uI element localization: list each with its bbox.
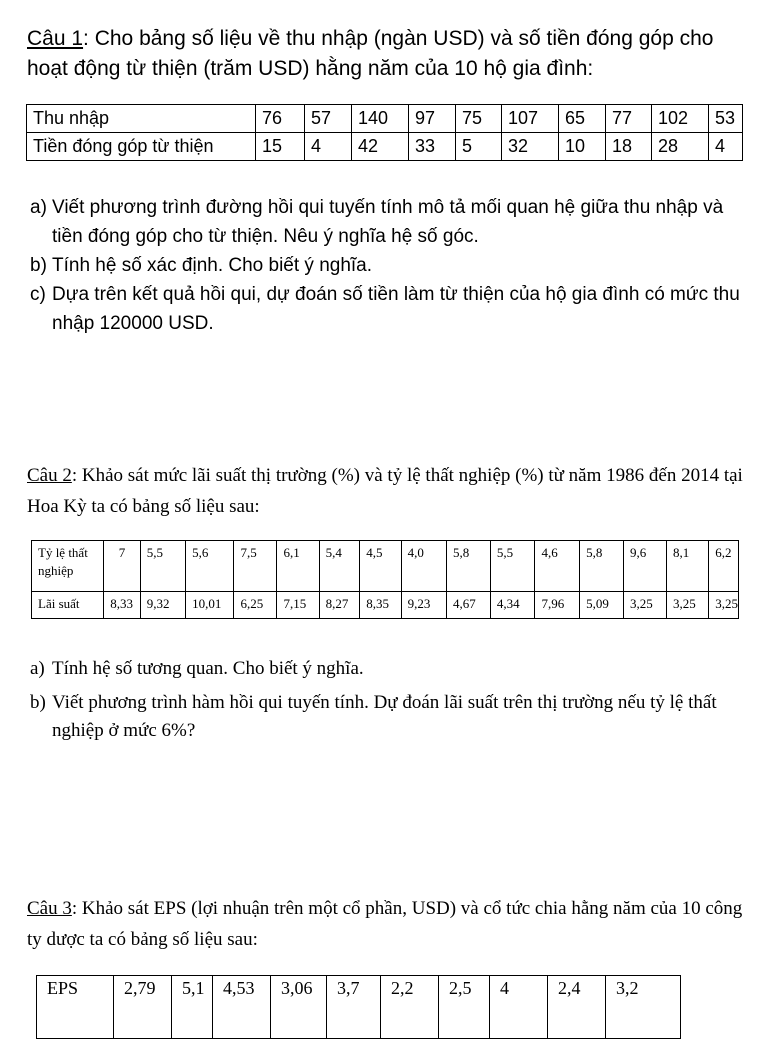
table-cell: 10,01 — [186, 592, 234, 619]
table-cell: 42 — [352, 133, 409, 161]
table-cell: 8,35 — [360, 592, 401, 619]
table-row — [27, 133, 743, 161]
table-cell: 3,2 — [606, 976, 681, 1039]
table-cell: 2,79 — [114, 976, 172, 1039]
item-marker: c) — [30, 284, 46, 305]
table-cell: 5,6 — [186, 541, 234, 592]
table-cell: 57 — [305, 105, 352, 133]
list-item — [30, 193, 742, 251]
table-cell: 9,23 — [401, 592, 446, 619]
q1-question-list — [30, 193, 742, 338]
item-marker: b) — [30, 692, 46, 713]
table-cell: 4,53 — [213, 976, 271, 1039]
table-cell: 7,5 — [234, 541, 277, 592]
q1-label: Câu 1 — [27, 27, 84, 50]
table-cell: 140 — [352, 105, 409, 133]
item-text: Tính hệ số tương quan. Cho biết ý nghĩa. — [52, 658, 364, 679]
table-cell: 18 — [606, 133, 652, 161]
row-label: EPS — [37, 976, 114, 1039]
list-item — [30, 655, 742, 683]
q2-label: Câu 2 — [27, 465, 72, 486]
table-cell: 5,4 — [319, 541, 360, 592]
table-cell: 5 — [456, 133, 502, 161]
table-cell: 7,15 — [277, 592, 319, 619]
table-cell: 53 — [709, 105, 743, 133]
table-row — [32, 541, 739, 592]
table-row — [27, 105, 743, 133]
q2-question-list — [30, 655, 742, 751]
q1-intro — [27, 24, 743, 84]
table-cell: 3,25 — [709, 592, 739, 619]
table-cell: 102 — [652, 105, 709, 133]
table-cell: 3,25 — [623, 592, 666, 619]
list-item — [30, 251, 742, 280]
list-item — [30, 689, 742, 745]
table-cell: 33 — [409, 133, 456, 161]
q3-label: Câu 3 — [27, 898, 72, 919]
item-text: Viết phương trình đường hồi qui tuyến tính mô tả mối quan hệ giữa thu nhập và tiền đóng góp cho từ thiện. Nêu ý nghĩa hệ số góc. — [52, 197, 724, 247]
table-cell: 15 — [256, 133, 305, 161]
table-cell: 7 — [104, 541, 140, 592]
item-marker: a) — [30, 658, 45, 679]
q3-table — [36, 975, 681, 1039]
table-cell: 6,2 — [709, 541, 739, 592]
table-cell: 8,1 — [666, 541, 708, 592]
table-cell: 75 — [456, 105, 502, 133]
q3-intro — [27, 893, 743, 955]
table-cell: 4 — [305, 133, 352, 161]
table-cell: 2,5 — [439, 976, 490, 1039]
item-marker: b) — [30, 255, 47, 276]
table-cell: 4,0 — [401, 541, 446, 592]
table-row — [32, 592, 739, 619]
table-cell: 4,34 — [490, 592, 535, 619]
row-label: Lãi suất — [32, 592, 104, 619]
table-cell: 4,6 — [535, 541, 580, 592]
table-cell: 8,33 — [104, 592, 140, 619]
table-cell: 76 — [256, 105, 305, 133]
table-cell: 9,6 — [623, 541, 666, 592]
item-text: Dựa trên kết quả hồi qui, dự đoán số tiền làm từ thiện của hộ gia đình có mức thu nhập 120000 USD. — [52, 284, 740, 334]
table-cell: 107 — [502, 105, 559, 133]
table-cell: 4,5 — [360, 541, 401, 592]
q1-table — [26, 104, 743, 161]
table-cell: 5,1 — [172, 976, 213, 1039]
table-row — [37, 976, 681, 1039]
table-cell: 5,8 — [447, 541, 491, 592]
table-cell: 7,96 — [535, 592, 580, 619]
table-cell: 5,5 — [140, 541, 185, 592]
table-cell: 2,2 — [381, 976, 439, 1039]
item-text: Tính hệ số xác định. Cho biết ý nghĩa. — [52, 255, 373, 276]
table-cell: 77 — [606, 105, 652, 133]
table-cell: 28 — [652, 133, 709, 161]
row-label: Thu nhập — [27, 105, 256, 133]
table-cell: 4 — [709, 133, 743, 161]
table-cell: 2,4 — [548, 976, 606, 1039]
list-item — [30, 280, 742, 338]
table-cell: 8,27 — [319, 592, 360, 619]
q1-intro-text: : Cho bảng số liệu về thu nhập (ngàn USD) và số tiền đóng góp cho hoạt động từ thiện (trăm USD) hằng năm của 10 hộ gia đình: — [27, 27, 714, 80]
table-cell: 97 — [409, 105, 456, 133]
q2-intro-text: : Khảo sát mức lãi suất thị trường (%) và tỷ lệ thất nghiệp (%) từ năm 1986 đến 2014 tại Hoa Kỳ ta có bảng số liệu sau: — [27, 465, 743, 517]
table-cell: 3,7 — [327, 976, 381, 1039]
table-cell: 4,67 — [447, 592, 491, 619]
table-cell: 5,09 — [580, 592, 624, 619]
table-cell: 6,25 — [234, 592, 277, 619]
q3-intro-text: : Khảo sát EPS (lợi nhuận trên một cổ phần, USD) và cổ tức chia hằng năm của 10 công ty dược ta có bảng số liệu sau: — [27, 898, 743, 950]
table-cell: 4 — [490, 976, 548, 1039]
table-cell: 10 — [559, 133, 606, 161]
table-cell: 3,06 — [271, 976, 327, 1039]
item-text: Viết phương trình hàm hồi qui tuyến tính. Dự đoán lãi suất trên thị trường nếu tỷ lệ thất nghiệp ở mức 6%? — [52, 692, 717, 741]
table-cell: 9,32 — [140, 592, 185, 619]
table-cell: 65 — [559, 105, 606, 133]
row-label: Tỷ lệ thất nghiệp — [32, 541, 104, 592]
q2-table — [31, 540, 739, 619]
q2-intro — [27, 460, 743, 522]
table-cell: 32 — [502, 133, 559, 161]
table-cell: 3,25 — [666, 592, 708, 619]
item-marker: a) — [30, 197, 47, 218]
row-label: Tiền đóng góp từ thiện — [27, 133, 256, 161]
table-cell: 5,5 — [490, 541, 535, 592]
table-cell: 6,1 — [277, 541, 319, 592]
table-cell: 5,8 — [580, 541, 624, 592]
